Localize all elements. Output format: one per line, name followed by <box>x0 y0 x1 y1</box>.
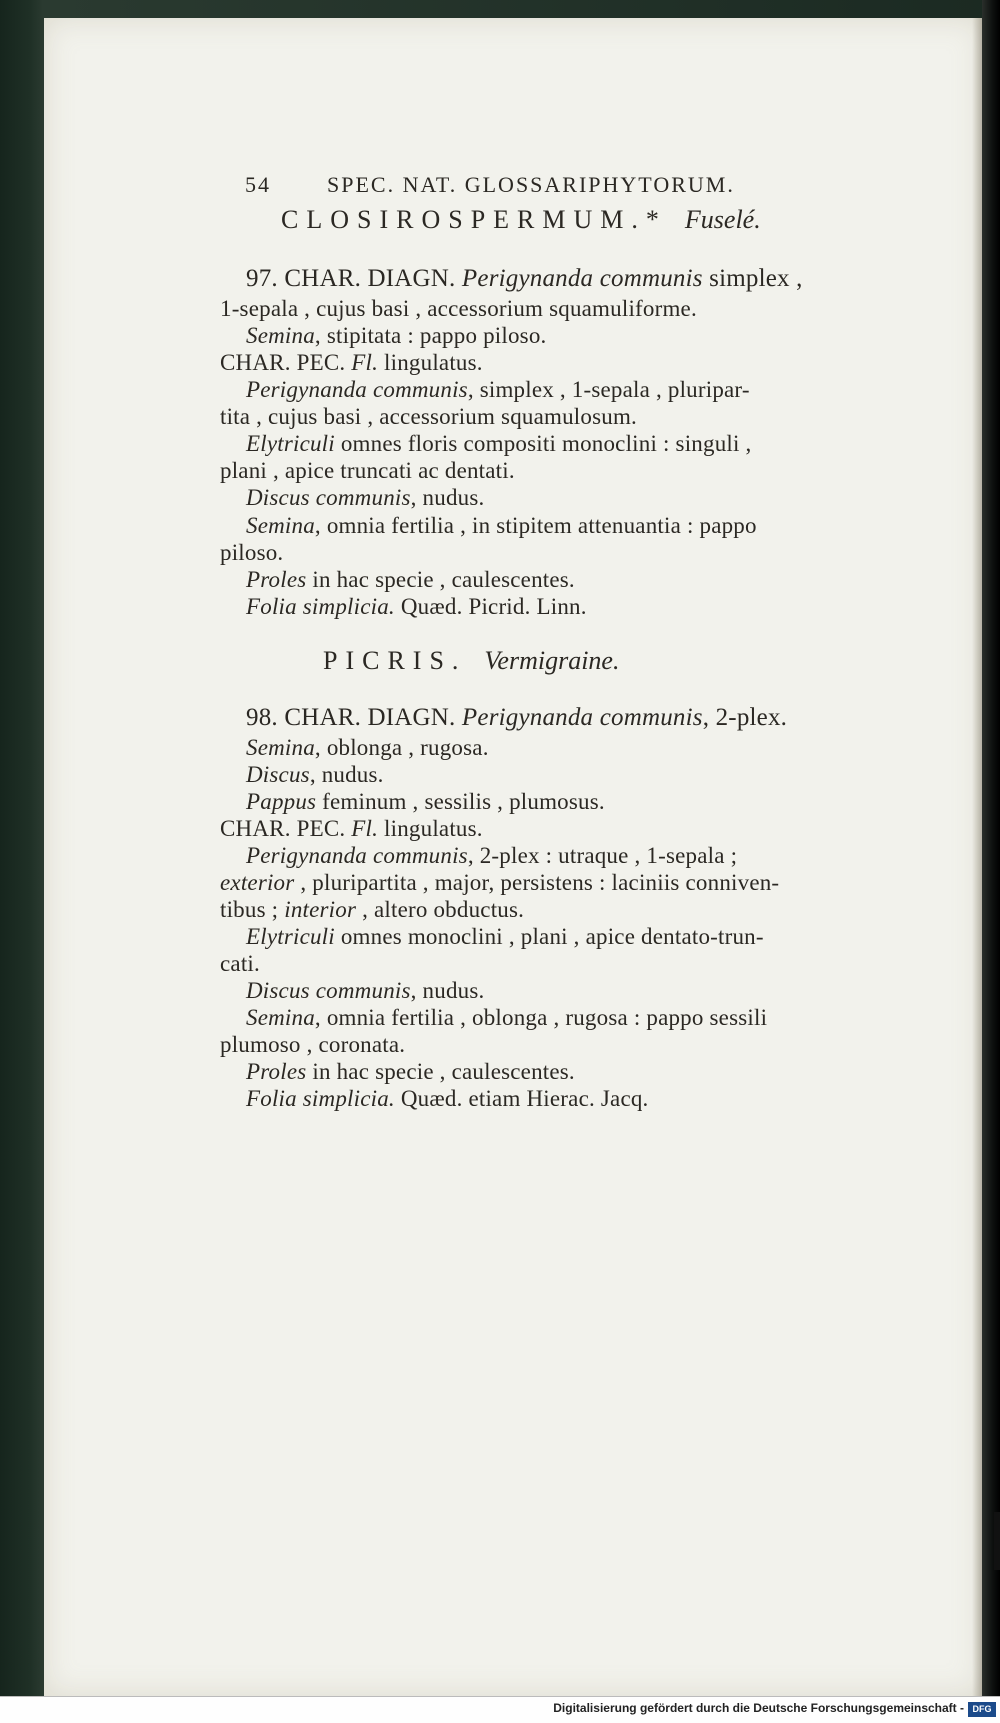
term: Semina <box>246 1005 315 1030</box>
text: lingulatus. <box>384 816 483 841</box>
funding-credit: Digitalisierung gefördert durch die Deutsche Forschungsgemeinschaft - <box>553 1701 964 1715</box>
sec98-line-12 <box>246 1005 767 1031</box>
char-label: CHAR. DIAGN. <box>284 704 456 731</box>
text: , oblonga , rugosa. <box>314 735 489 760</box>
term: Perigynanda communis <box>246 843 468 868</box>
sec97-line-1 <box>246 265 803 293</box>
running-head <box>245 172 735 198</box>
term: Discus <box>246 762 310 787</box>
text: feminum , sessilis , plumosus. <box>322 789 605 814</box>
term: Semina <box>246 735 315 760</box>
sec98-line-11 <box>246 978 484 1004</box>
text: lingulatus. <box>384 350 483 375</box>
term: Discus communis <box>246 485 411 510</box>
term: Proles <box>246 567 307 592</box>
sec98-line-10: cati. <box>220 951 260 976</box>
term: exterior <box>220 870 295 895</box>
sec97-line-4 <box>220 350 483 376</box>
book-edge <box>982 0 1000 1723</box>
char-label: CHAR. PEC. <box>220 350 346 375</box>
page-marker <box>994 1512 1000 1570</box>
sec98-line-4 <box>246 789 605 815</box>
vernacular-name: Fuselé. <box>684 205 761 234</box>
char-label: CHAR. DIAGN. <box>284 265 456 292</box>
text: , simplex , 1-sepala , pluripar- <box>467 377 750 402</box>
term: Perigynanda communis <box>246 377 468 402</box>
page-spine-shadow <box>972 18 982 1696</box>
sec98-line-13: plumoso , coronata. <box>220 1032 406 1057</box>
sec97-line-12 <box>246 567 575 593</box>
sec98-line-7 <box>220 870 779 896</box>
term: Proles <box>246 1059 307 1084</box>
text: omnes floris compositi monoclini : singuli , <box>340 431 752 456</box>
text: , 2-plex. <box>702 704 788 731</box>
genus-heading-picris <box>323 646 619 676</box>
sec97-line-7 <box>246 431 751 457</box>
running-title: SPEC. NAT. GLOSSARIPHYTORUM. <box>327 172 735 197</box>
dfg-logo: DFG <box>968 1702 996 1717</box>
entry-number: 97. <box>246 265 278 292</box>
sec97-line-8: plani , apice truncati ac dentati. <box>220 458 515 483</box>
sec97-line-6: tita , cujus basi , accessorium squamulosum. <box>220 404 637 429</box>
term: Semina <box>246 323 315 348</box>
entry-number: 98. <box>246 704 278 731</box>
term: Fl. <box>351 816 379 841</box>
sec97-line-3 <box>246 323 546 349</box>
digitization-footer <box>0 1696 1000 1723</box>
sec97-line-10 <box>246 513 757 539</box>
text: Quæd. Picrid. Linn. <box>400 594 587 619</box>
term: Semina <box>246 513 315 538</box>
genus-name: PICRIS. <box>323 646 467 675</box>
text: tibus ; <box>220 897 279 922</box>
char-label: CHAR. PEC. <box>220 816 346 841</box>
term: Discus communis <box>246 978 411 1003</box>
term: Folia simplicia. <box>246 1086 395 1111</box>
sec97-line-13 <box>246 594 587 620</box>
sec98-line-8 <box>220 897 524 923</box>
text: omnes monoclini , plani , apice dentato-trun- <box>340 924 764 949</box>
text: simplex , <box>709 265 803 292</box>
text: , nudus. <box>410 978 485 1003</box>
text: , omnia fertilia , in stipitem attenuantia : pappo <box>314 513 757 538</box>
genus-heading-closirospermum <box>281 205 761 235</box>
text: , altero obductus. <box>362 897 525 922</box>
sec98-line-3 <box>246 762 384 788</box>
sec97-line-5 <box>246 377 750 403</box>
page-number: 54 <box>245 172 271 197</box>
term: Perigynanda communis <box>461 704 703 731</box>
sec97-line-11: piloso. <box>220 540 284 565</box>
text: , pluripartita , major, persistens : laciniis conniven- <box>300 870 780 895</box>
text: Quæd. etiam Hierac. Jacq. <box>400 1086 649 1111</box>
sec98-line-14 <box>246 1059 575 1085</box>
term: interior <box>284 897 357 922</box>
sec98-line-5 <box>220 816 483 842</box>
sec98-line-15 <box>246 1086 649 1112</box>
term: Pappus <box>246 789 317 814</box>
text: , omnia fertilia , oblonga , rugosa : pappo sessili <box>314 1005 768 1030</box>
text: , nudus. <box>309 762 384 787</box>
text: , 2-plex : utraque , 1-sepala ; <box>467 843 738 868</box>
term: Elytriculi <box>246 924 335 949</box>
sec98-line-1 <box>246 704 787 732</box>
genus-name: CLOSIROSPERMUM.* <box>281 205 667 234</box>
sec97-line-9 <box>246 485 484 511</box>
text: in hac specie , caulescentes. <box>312 567 575 592</box>
text: , nudus. <box>410 485 485 510</box>
term: Folia simplicia. <box>246 594 395 619</box>
vernacular-name: Vermigraine. <box>484 646 620 675</box>
term: Perigynanda communis <box>461 265 703 292</box>
sec98-line-9 <box>246 924 764 950</box>
sec97-line-2: 1-sepala , cujus basi , accessorium squamuliforme. <box>220 296 697 321</box>
text: , stipitata : pappo piloso. <box>314 323 547 348</box>
term: Elytriculi <box>246 431 335 456</box>
sec98-line-2 <box>246 735 489 761</box>
text: in hac specie , caulescentes. <box>312 1059 575 1084</box>
sec98-line-6 <box>246 843 737 869</box>
term: Fl. <box>351 350 379 375</box>
